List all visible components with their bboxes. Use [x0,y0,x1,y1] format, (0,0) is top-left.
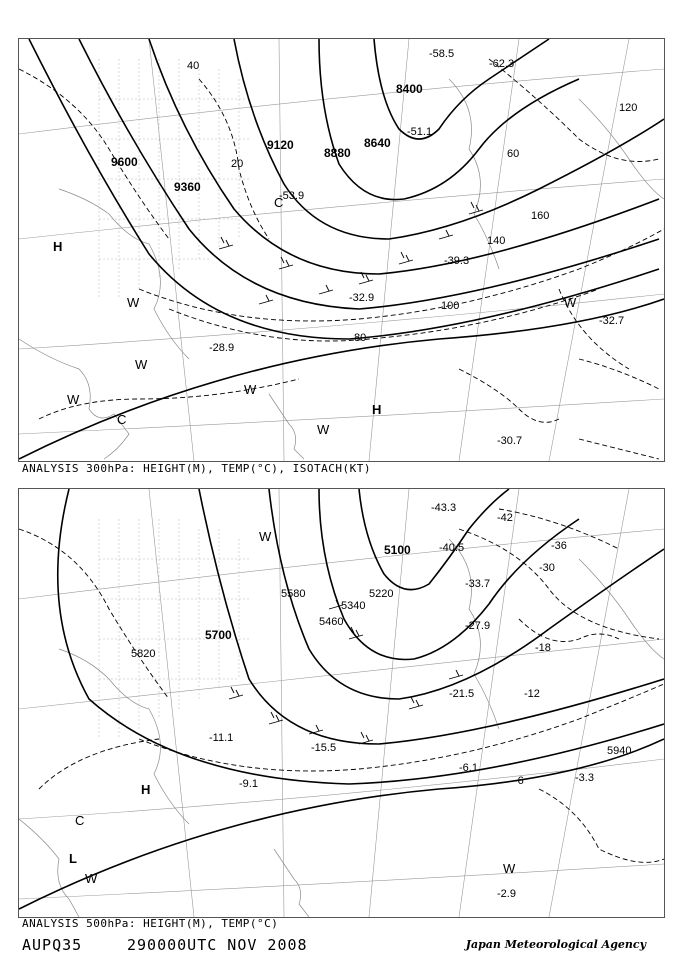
high-pressure-symbol: H [141,782,151,797]
valid-time: 290000UTC NOV 2008 [127,936,308,954]
temp-label: -3.3 [575,772,594,784]
height-label: 5220 [369,588,394,600]
isotach-label: 120 [619,102,638,114]
height-label: 8640 [364,136,391,150]
height-contours [19,39,664,459]
temp-label: -33.7 [465,578,491,590]
height-label: 9120 [267,138,294,152]
height-contours [19,489,664,909]
isotach-label: 80 [354,332,367,344]
grid-mesh [99,59,249,299]
isotherm-label: -6 [514,775,524,787]
warm-center-symbol: W [85,871,98,886]
temp-label: -39.3 [444,255,470,267]
high-pressure-symbol: H [53,239,63,254]
isotach-label: 140 [487,235,506,247]
temp-label: -58.5 [429,48,455,60]
wind-barbs [219,202,483,304]
warm-center-symbol: W [127,295,140,310]
map-300hpa-canvas [19,39,664,461]
temp-label: -28.9 [209,342,235,354]
isotach-label: 100 [441,300,460,312]
warm-center-symbol: W [564,295,577,310]
height-label: 5700 [205,628,232,642]
height-label: 8880 [324,146,351,160]
isotach-label: 60 [507,148,520,160]
cold-center-symbol: C [274,195,284,210]
coastline [19,79,664,459]
temp-label: -32.9 [349,292,375,304]
temp-label: -15.5 [311,742,337,754]
height-label: 8400 [396,82,423,96]
isotherm-label: -42 [497,512,513,524]
chart-id: AUPQ35 [22,936,83,954]
height-label: 5100 [384,543,411,557]
temp-label: -53.9 [279,190,305,202]
high-pressure-symbol: H [372,402,382,417]
temp-label: -9.1 [239,778,258,790]
warm-center-symbol: W [503,861,516,876]
isotach-label: 40 [187,60,200,72]
chart-footer [22,936,662,956]
warm-center-symbol: W [135,357,148,372]
isotach-label: 160 [531,210,550,222]
temp-label: -11.1 [209,732,234,744]
low-pressure-symbol: L [69,851,77,866]
warm-center-symbol: W [67,392,80,407]
temp-label: -62.3 [489,58,515,70]
cold-center-symbol: C [117,412,127,427]
map-500hpa [18,488,665,918]
isotherm-label: -12 [524,688,540,700]
temp-label: -43.3 [431,502,457,514]
temp-label: -40.5 [439,542,465,554]
isotach-label: 20 [231,158,244,170]
warm-center-symbol: W [317,422,330,437]
graticule [19,489,664,917]
height-label: 5460 [319,616,344,628]
temp-label: -51.1 [407,126,433,138]
temp-label: -2.9 [497,888,516,900]
isotherm-label: -18 [535,642,551,654]
top-chart-caption: ANALYSIS 300hPa: HEIGHT(M), TEMP(°C), ISOTACH(KT) [22,462,372,475]
agency-name: Japan Meteorological Agency [465,938,646,951]
height-label: 5580 [281,588,306,600]
map-300hpa [18,38,665,462]
isotherms [19,509,664,862]
warm-center-symbol: W [244,382,257,397]
isotherm-label: -30 [539,562,555,574]
height-label: 5820 [131,648,156,660]
temp-label: -32.7 [599,315,625,327]
temp-label: -6.1 [459,762,478,774]
height-label: 5940 [607,745,632,757]
temp-label: -30.7 [497,435,523,447]
height-label: 9600 [111,155,138,169]
isotherm-label: -36 [551,540,567,552]
graticule [19,39,664,461]
cold-center-symbol: C [75,813,85,828]
coastline [19,539,664,917]
temp-label: -27.9 [465,620,491,632]
warm-center-symbol: W [259,529,272,544]
temp-label: -21.5 [449,688,475,700]
map-500hpa-canvas [19,489,664,917]
bottom-chart-caption: ANALYSIS 500hPa: HEIGHT(M), TEMP(°C) [22,917,279,930]
height-label: 5340 [341,600,366,612]
height-label: 9360 [174,180,201,194]
